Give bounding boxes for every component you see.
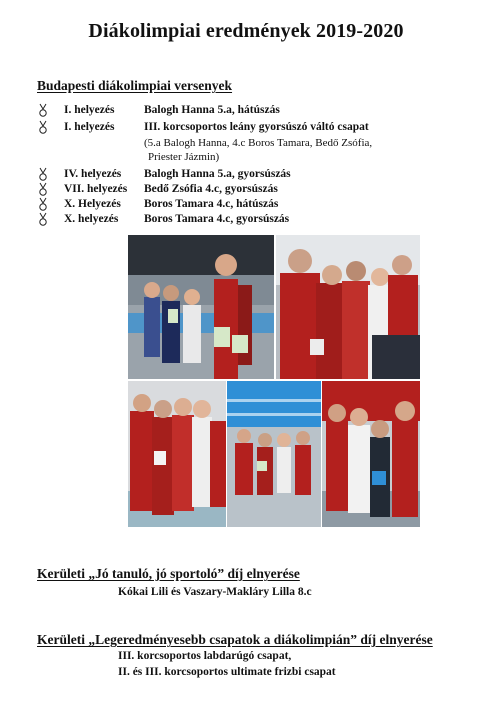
result-desc: Balogh Hanna 5.a, gyorsúszás <box>144 168 291 180</box>
result-desc: Balogh Hanna 5.a, hátúszás <box>144 104 280 116</box>
photo-medal-podium <box>128 235 274 379</box>
result-place: VII. helyezés <box>64 183 128 195</box>
medal-icon <box>37 212 49 227</box>
result-place: I. helyezés <box>64 121 115 133</box>
result-desc: Boros Tamara 4.c, gyorsúszás <box>144 213 290 225</box>
photo-poolside-group <box>227 381 321 527</box>
award2-line2: II. és III. korcsoportos ultimate frizbi csapat <box>118 666 336 678</box>
result-desc: III. korcsoportos leány gyorsúszó váltó csapat <box>144 121 369 133</box>
page-title: Diákolimpiai eredmények 2019-2020 <box>88 20 404 42</box>
award2-heading: Kerületi „Legeredményesebb csapatok a diákolimpián” díj elnyerése <box>37 632 433 647</box>
result-place: X. helyezés <box>64 213 119 225</box>
medal-icon <box>37 167 49 182</box>
relay-note-line2: Priester Jázmin) <box>148 151 220 163</box>
result-place: IV. helyezés <box>64 168 122 180</box>
award1-winners: Kókai Lili és Vaszary-Makláry Lilla 8.c <box>118 586 312 598</box>
result-place: X. Helyezés <box>64 198 121 210</box>
medal-icon <box>37 120 49 135</box>
award2-line1: III. korcsoportos labdarúgó csapat, <box>118 650 292 662</box>
photo-collage <box>128 235 420 527</box>
budapest-heading: Budapesti diákolimpiai versenyek <box>37 78 233 93</box>
result-place: I. helyezés <box>64 104 115 116</box>
photo-team-red-robes <box>276 235 420 379</box>
award1-heading: Kerületi „Jó tanuló, jó sportoló” díj elnyerése <box>37 566 300 581</box>
photo-girls-redwall <box>322 381 420 527</box>
result-desc: Boros Tamara 4.c, hátúszás <box>144 198 279 210</box>
relay-note-line1: (5.a Balogh Hanna, 4.c Boros Tamara, Bedő Zsófia, <box>144 137 373 149</box>
result-desc: Bedő Zsófia 4.c, gyorsúszás <box>144 183 278 195</box>
medal-icon <box>37 182 49 197</box>
medal-icon <box>37 197 49 212</box>
photo-girls-diplomas <box>128 381 226 527</box>
medal-icon <box>37 103 49 118</box>
